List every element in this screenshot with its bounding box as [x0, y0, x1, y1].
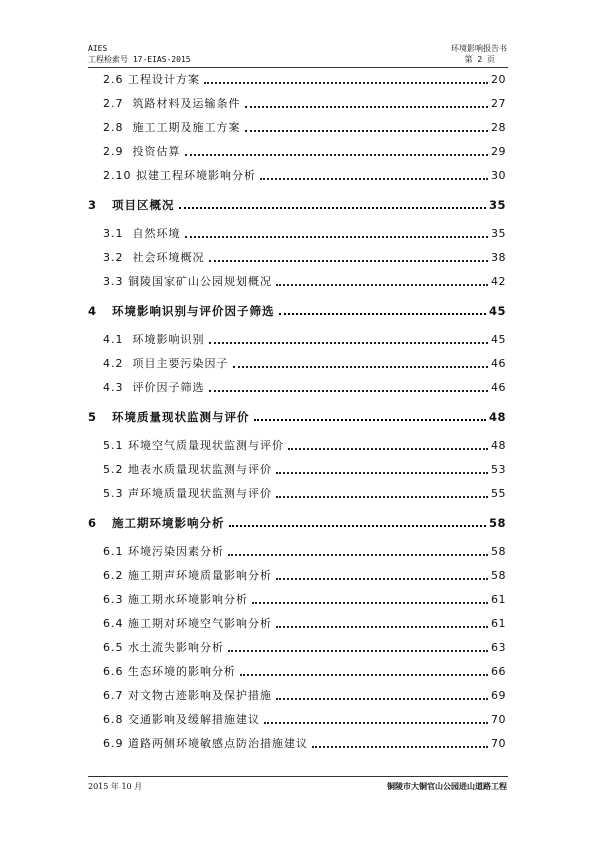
toc-entry-title: 对文物古迹影响及保护措施 [128, 689, 272, 702]
toc-entry-page: 27 [491, 97, 506, 110]
toc-entry-number: 2.8 [103, 121, 133, 134]
toc-entry-number: 4 [88, 304, 113, 318]
toc-section-entry[interactable] [103, 95, 506, 111]
toc-entry-page: 35 [488, 198, 506, 212]
toc-section-entry[interactable] [103, 735, 506, 751]
toc-dot-leader [185, 236, 489, 238]
toc-entry-page: 46 [491, 381, 506, 394]
toc-entry-title: 拟建工程环境影响分析 [136, 169, 256, 182]
toc-entry-title: 地表水质量现状监测与评价 [128, 463, 272, 476]
toc-dot-leader [276, 626, 488, 628]
toc-entry-page: 61 [491, 617, 506, 630]
toc-entry-title: 施工工期及施工方案 [132, 121, 241, 134]
toc-entry-number: 4.2 [103, 357, 133, 370]
toc-entry-number: 4.1 [103, 333, 133, 346]
toc-entry-title: 交通影响及缓解措施建议 [128, 713, 260, 726]
header-org: AIES [88, 44, 108, 53]
toc-chapter-entry[interactable] [88, 514, 506, 530]
toc-dot-leader [276, 472, 488, 474]
header-rule [88, 67, 508, 68]
toc-entry-title: 环境质量现状监测与评价 [112, 410, 250, 424]
toc-section-entry[interactable] [103, 379, 506, 395]
toc-entry-number: 6.2 [103, 569, 128, 582]
toc-dot-leader [209, 390, 489, 392]
toc-entry-number: 6.6 [103, 665, 128, 678]
toc-entry-page: 66 [491, 665, 506, 678]
toc-entry-number: 5 [88, 410, 113, 424]
toc-entry-page: 61 [491, 593, 506, 606]
toc-entry-title: 声环境质量现状监测与评价 [128, 487, 272, 500]
footer-rule [88, 776, 508, 777]
header-page-number: 第 2 页 [464, 55, 495, 64]
toc-entry-title: 社会环境概况 [132, 251, 205, 264]
toc-section-entry[interactable] [103, 543, 506, 559]
toc-entry-title: 环境影响识别 [132, 333, 205, 346]
toc-entry-number: 3.3 [103, 275, 128, 288]
toc-chapter-entry[interactable] [88, 302, 506, 318]
toc-dot-leader [245, 106, 489, 108]
toc-entry-page: 58 [488, 516, 506, 530]
toc-entry-page: 70 [491, 713, 506, 726]
toc-entry-number: 2.10 [103, 169, 136, 182]
toc-dot-leader [233, 366, 489, 368]
toc-entry-title: 自然环境 [132, 227, 181, 240]
toc-section-entry[interactable] [103, 249, 506, 265]
footer-date: 2015 年 10 月 [88, 782, 143, 791]
toc-section-entry[interactable] [103, 119, 506, 135]
toc-entry-page: 46 [491, 357, 506, 370]
toc-entry-page: 55 [491, 487, 506, 500]
toc-section-entry[interactable] [103, 331, 506, 347]
toc-dot-leader [254, 419, 486, 421]
toc-section-entry[interactable] [103, 225, 506, 241]
toc-entry-title: 施工期对环境空气影响分析 [128, 617, 272, 630]
toc-entry-number: 6.8 [103, 713, 128, 726]
toc-dot-leader [276, 578, 488, 580]
toc-section-entry[interactable] [103, 639, 506, 655]
toc-entry-title: 铜陵国家矿山公园规划概况 [128, 275, 272, 288]
toc-dot-leader [312, 746, 488, 748]
toc-entry-number: 2.7 [103, 97, 133, 110]
toc-entry-page: 30 [491, 169, 506, 182]
toc-entry-page: 58 [491, 545, 506, 558]
toc-entry-title: 环境影响识别与评价因子筛选 [112, 304, 275, 318]
toc-entry-number: 6.5 [103, 641, 128, 654]
toc-entry-page: 45 [488, 304, 506, 318]
toc-dot-leader [229, 525, 486, 527]
toc-entry-title: 生态环境的影响分析 [128, 665, 236, 678]
toc-entry-page: 70 [491, 737, 506, 750]
toc-dot-leader [204, 82, 488, 84]
toc-entry-title: 环境污染因素分析 [128, 545, 224, 558]
toc-section-entry[interactable] [103, 437, 506, 453]
toc-entry-title: 评价因子筛选 [132, 381, 205, 394]
toc-section-entry[interactable] [103, 711, 506, 727]
toc-entry-number: 3.2 [103, 251, 133, 264]
header-doc-number: 工程检索号 17-EIAS-2015 [88, 55, 191, 64]
toc-section-entry[interactable] [103, 71, 506, 87]
toc-entry-number: 4.3 [103, 381, 133, 394]
toc-chapter-entry[interactable] [88, 408, 506, 424]
footer-project-name: 铜陵市大铜官山公园进山道路工程 [387, 782, 507, 791]
toc-entry-page: 28 [491, 121, 506, 134]
toc-entry-number: 6.4 [103, 617, 128, 630]
toc-dot-leader [185, 154, 489, 156]
toc-entry-title: 投资估算 [132, 145, 181, 158]
toc-entry-page: 45 [491, 333, 506, 346]
toc-entry-page: 58 [491, 569, 506, 582]
toc-entry-page: 35 [491, 227, 506, 240]
toc-dot-leader [276, 496, 488, 498]
toc-dot-leader [245, 130, 489, 132]
toc-entry-title: 施工期水环境影响分析 [128, 593, 248, 606]
toc-section-entry[interactable] [103, 567, 506, 583]
toc-dot-leader [264, 722, 488, 724]
toc-entry-page: 69 [491, 689, 506, 702]
toc-dot-leader [228, 554, 488, 556]
toc-section-entry[interactable] [103, 273, 506, 289]
toc-entry-number: 6.7 [103, 689, 128, 702]
toc-entry-page: 29 [491, 145, 506, 158]
toc-entry-page: 53 [491, 463, 506, 476]
toc-section-entry[interactable] [103, 355, 506, 371]
toc-entry-number: 5.1 [103, 439, 128, 452]
toc-dot-leader [240, 674, 488, 676]
toc-entry-number: 2.6 [103, 73, 128, 86]
toc-entry-title: 工程设计方案 [128, 73, 200, 86]
toc-section-entry[interactable] [103, 143, 506, 159]
toc-entry-title: 道路两侧环境敏感点防治措施建议 [128, 737, 308, 750]
toc-section-entry[interactable] [103, 461, 506, 477]
toc-section-entry[interactable] [103, 687, 506, 703]
toc-section-entry[interactable] [103, 167, 506, 183]
toc-entry-page: 48 [488, 410, 506, 424]
toc-entry-title: 施工期声环境质量影响分析 [128, 569, 272, 582]
toc-dot-leader [288, 448, 488, 450]
toc-dot-leader [179, 207, 486, 209]
toc-entry-page: 42 [491, 275, 506, 288]
toc-entry-number: 6.3 [103, 593, 128, 606]
toc-entry-number: 2.9 [103, 145, 133, 158]
toc-entry-title: 筑路材料及运输条件 [132, 97, 241, 110]
toc-section-entry[interactable] [103, 615, 506, 631]
toc-entry-title: 项目区概况 [112, 198, 175, 212]
toc-dot-leader [276, 284, 488, 286]
toc-entry-page: 20 [491, 73, 506, 86]
toc-entry-number: 6.9 [103, 737, 128, 750]
toc-entry-title: 水土流失影响分析 [128, 641, 224, 654]
toc-entry-title: 施工期环境影响分析 [112, 516, 225, 530]
toc-dot-leader [252, 602, 488, 604]
toc-entry-number: 3.1 [103, 227, 133, 240]
toc-entry-number: 6 [88, 516, 113, 530]
toc-entry-number: 5.2 [103, 463, 128, 476]
toc-section-entry[interactable] [103, 591, 506, 607]
toc-entry-page: 63 [491, 641, 506, 654]
toc-entry-title: 项目主要污染因子 [132, 357, 229, 370]
toc-entry-number: 3 [88, 198, 113, 212]
toc-dot-leader [209, 260, 489, 262]
toc-dot-leader [279, 313, 486, 315]
toc-section-entry[interactable] [103, 663, 506, 679]
header-doc-title: 环境影响报告书 [451, 44, 507, 53]
toc-entry-number: 6.1 [103, 545, 128, 558]
toc-entry-page: 38 [491, 251, 506, 264]
toc-dot-leader [209, 342, 489, 344]
toc-chapter-entry[interactable] [88, 196, 506, 212]
toc-entry-title: 环境空气质量现状监测与评价 [128, 439, 284, 452]
toc-entry-page: 48 [491, 439, 506, 452]
toc-section-entry[interactable] [103, 485, 506, 501]
toc-dot-leader [228, 650, 488, 652]
toc-dot-leader [260, 178, 488, 180]
toc-dot-leader [276, 698, 488, 700]
toc-entry-number: 5.3 [103, 487, 128, 500]
